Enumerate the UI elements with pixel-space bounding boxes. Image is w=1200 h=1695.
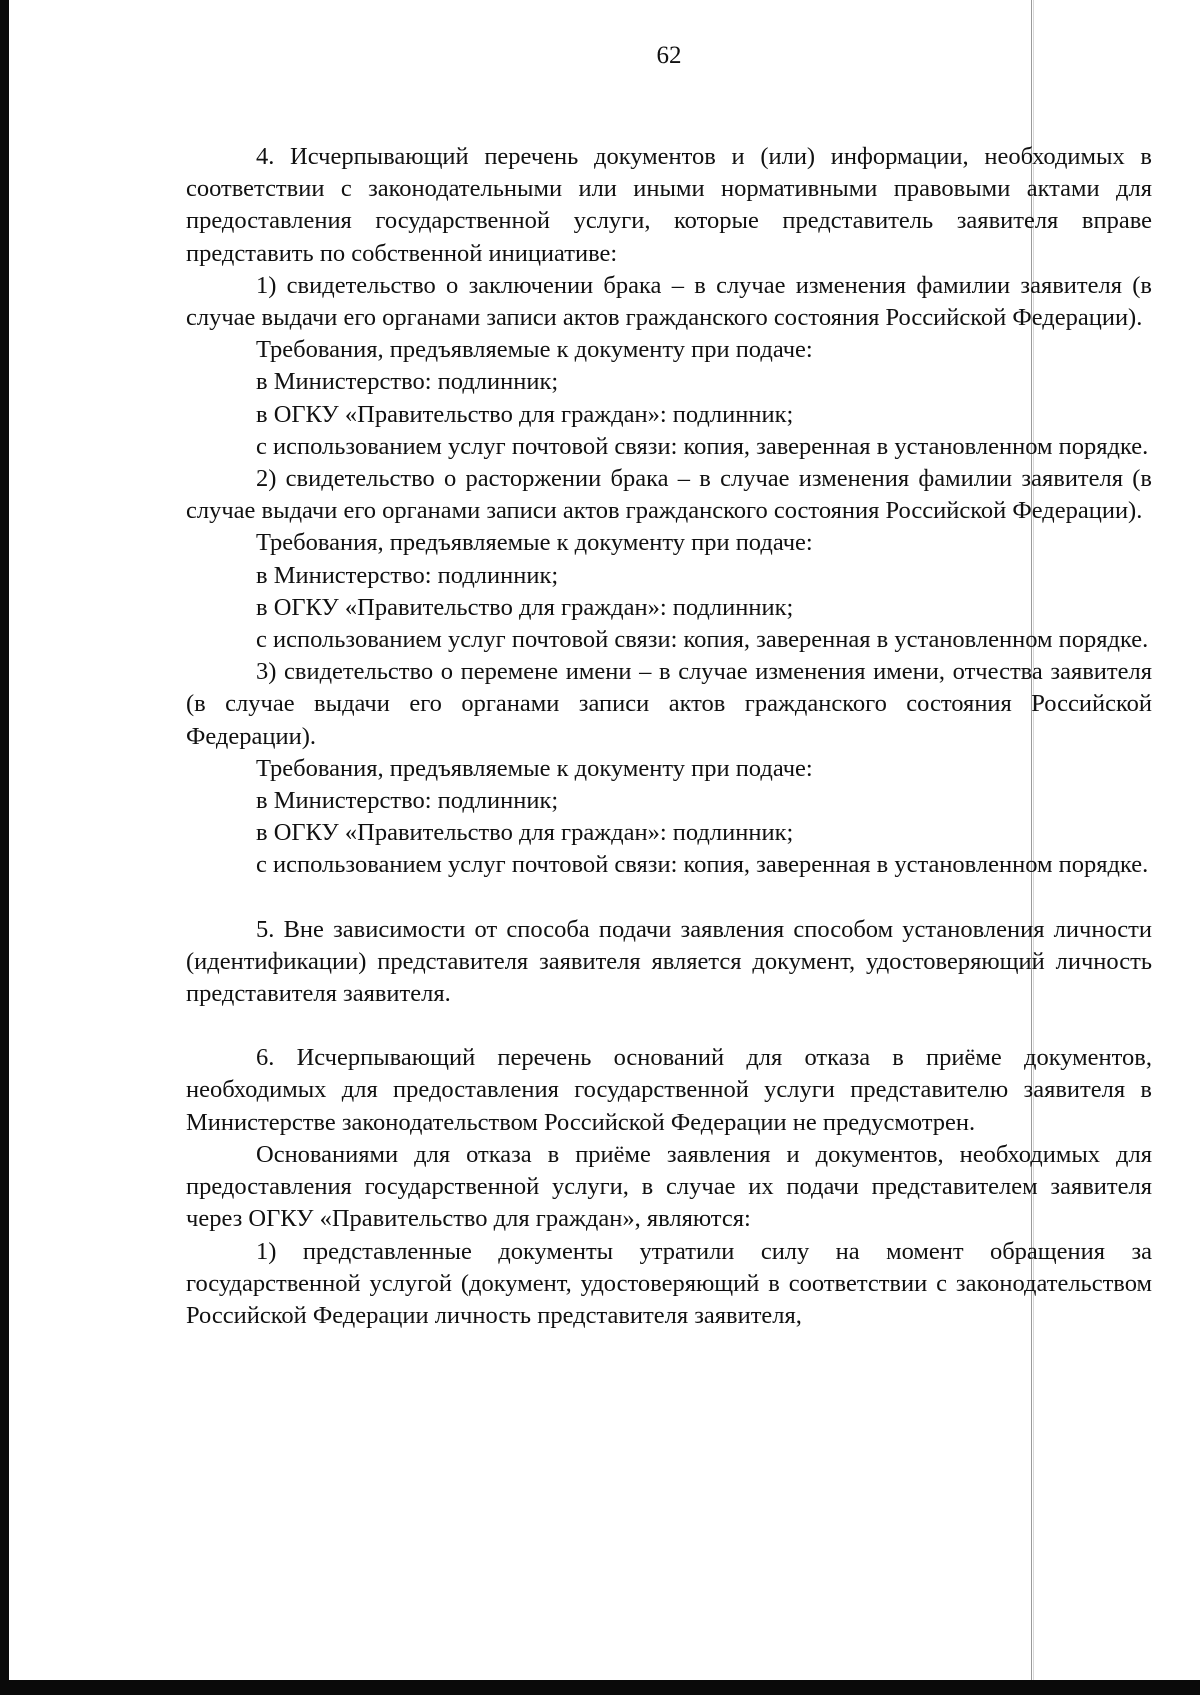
paragraph-postal-copy: с использованием услуг почтовой связи: копия, заверенная в установленном порядке. [256, 626, 1149, 654]
section-spacer [186, 882, 1152, 914]
paragraph-item-1-marriage-cert: 1) свидетельство о заключении брака – в случае изменения фамилии заявителя (в случае выдачи его органами записи актов гражданского состояния Российской Федерации). [186, 271, 1152, 332]
section-spacer [186, 1010, 1152, 1042]
paragraph-postal-copy: с использованием услуг почтовой связи: копия, заверенная в установленном порядке. [256, 851, 1149, 879]
document-body [186, 141, 1152, 1332]
paragraph-requirements: Требования, предъявляемые к документу при подаче: [256, 529, 813, 557]
paragraph-4-intro: 4. Исчерпывающий перечень документов и (или) информации, необходимых в соответствии с законодательными или иными нормативными правовыми актами для предоставления государственной услуги, которые представитель заявителя вправе представить по собственной инициативе: [186, 143, 1152, 267]
paragraph-ogku-original: в ОГКУ «Правительство для граждан»: подлинник; [256, 400, 794, 428]
paragraph-requirements: Требования, предъявляемые к документу при подаче: [256, 754, 813, 782]
paragraph-ogku-original: в ОГКУ «Правительство для граждан»: подлинник; [256, 819, 794, 847]
paragraph-ogku-original: в ОГКУ «Правительство для граждан»: подлинник; [256, 593, 794, 621]
paragraph-ministry-original: в Министерство: подлинник; [256, 787, 559, 815]
paragraph-item-2-divorce-cert: 2) свидетельство о расторжении брака – в случае изменения фамилии заявителя (в случае выдачи его органами записи актов гражданского состояния Российской Федерации). [186, 465, 1152, 525]
paragraph-ministry-original: в Министерство: подлинник; [256, 561, 559, 589]
paragraph-refusal-ogku: Основаниями для отказа в приёме заявления и документов, необходимых для предоставления государственной услуги, в случае их подачи представителем заявителя через ОГКУ «Правительство для граждан», являются: [186, 1140, 1152, 1233]
paragraph-ministry-original: в Министерство: подлинник; [256, 368, 559, 396]
scan-left-edge [0, 0, 9, 1695]
paragraph-refusal-item-1: 1) представленные документы утратили силу на момент обращения за государственной услугой (документ, удостоверяющий в соответствии с законодательством Российской Федерации личность представителя заявителя, [186, 1237, 1152, 1329]
paragraph-requirements: Требования, предъявляемые к документу при подаче: [256, 336, 813, 364]
page-number: 62 [656, 42, 682, 69]
paragraph-5-identification: 5. Вне зависимости от способа подачи заявления способом установления личности (идентификации) представителя заявителя является документ, удостоверяющий личность представителя заявителя. [186, 915, 1152, 1008]
paragraph-item-3-name-change-cert: 3) свидетельство о перемене имени – в случае изменения имени, отчества заявителя (в случае выдачи его органами записи актов гражданского состояния Российской Федерации). [186, 658, 1152, 750]
paragraph-6-refusal-grounds: 6. Исчерпывающий перечень оснований для отказа в приёме документов, необходимых для предоставления государственной услуги представителю заявителя в Министерстве законодательством Российской Федерации не предусмотрен. [186, 1044, 1152, 1136]
scan-bottom-edge [0, 1680, 1200, 1695]
paragraph-postal-copy: с использованием услуг почтовой связи: копия, заверенная в установленном порядке. [256, 432, 1149, 460]
